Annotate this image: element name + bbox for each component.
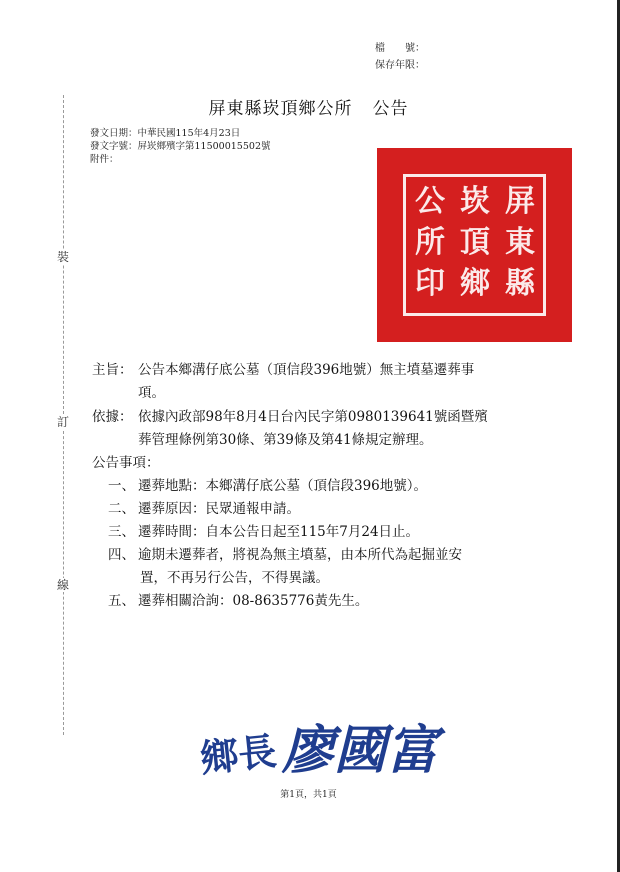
item-text-continuation: 置，不再另行公告，不得異議。 bbox=[140, 570, 329, 586]
items-label: 公告事項： bbox=[92, 455, 160, 471]
document-meta bbox=[90, 127, 271, 166]
seal-col-3: 公所印 bbox=[415, 184, 445, 301]
item-text: 遷葬相關洽詢：08-8635776黃先生。 bbox=[138, 593, 369, 609]
item-text: 遷葬原因：民眾通報申請。 bbox=[138, 501, 300, 517]
signature-title: 鄉長 bbox=[198, 728, 279, 781]
attachments: 附件： bbox=[90, 154, 119, 165]
binding-char-ding: 訂 bbox=[57, 415, 70, 429]
mayor-signature bbox=[198, 708, 439, 781]
document-title bbox=[0, 94, 617, 119]
subject-label: 主旨： bbox=[92, 362, 133, 378]
subject-line-1: 公告本鄉溝仔底公墓（頂信段396地號）無主墳墓遷葬事 bbox=[138, 362, 475, 378]
official-seal bbox=[377, 148, 572, 342]
file-no-label: 檔 號： bbox=[375, 43, 425, 54]
item-text: 逾期未遷葬者，將視為無主墳墓，由本所代為起掘並安 bbox=[138, 547, 462, 563]
basis-line-1: 依據內政部98年8月4日台內民字第0980139641號函暨殯 bbox=[138, 409, 488, 425]
doc-type: 公告 bbox=[372, 99, 409, 119]
seal-col-1: 屏東縣 bbox=[505, 184, 535, 301]
page-number: 第1頁，共1頁 bbox=[280, 790, 337, 800]
item-num: 二、 bbox=[108, 501, 135, 517]
subject-line-2: 項。 bbox=[138, 385, 165, 401]
basis-label: 依據： bbox=[92, 409, 133, 425]
seal-col-2: 崁頂鄉 bbox=[460, 184, 490, 301]
item-text: 遷葬時間：自本公告日起至115年7月24日止。 bbox=[138, 524, 420, 540]
archive-retention bbox=[375, 58, 425, 73]
item-num: 三、 bbox=[108, 524, 135, 540]
item-text: 遷葬地點：本鄉溝仔底公墓（頂信段396地號）。 bbox=[138, 478, 428, 494]
item-num: 五、 bbox=[108, 593, 135, 609]
archive-file-no bbox=[375, 41, 425, 56]
retention-label: 保存年限： bbox=[375, 60, 425, 71]
seal-frame bbox=[403, 174, 546, 316]
item-num: 一、 bbox=[108, 478, 135, 494]
basis-line-2: 葬管理條例第30條、第39條及第41條規定辦理。 bbox=[138, 432, 433, 448]
signature-name: 廖國富 bbox=[282, 720, 439, 781]
agency-name: 屏東縣崁頂鄉公所 bbox=[208, 99, 353, 119]
issue-date: 發文日期：中華民國115年4月23日 bbox=[90, 128, 241, 139]
doc-number: 發文字號：屏崁鄉殯字第11500015502號 bbox=[90, 141, 271, 152]
binding-char-xian: 線 bbox=[57, 578, 70, 592]
item-num: 四、 bbox=[108, 547, 135, 563]
binding-char-zhuang: 裝 bbox=[57, 250, 70, 264]
